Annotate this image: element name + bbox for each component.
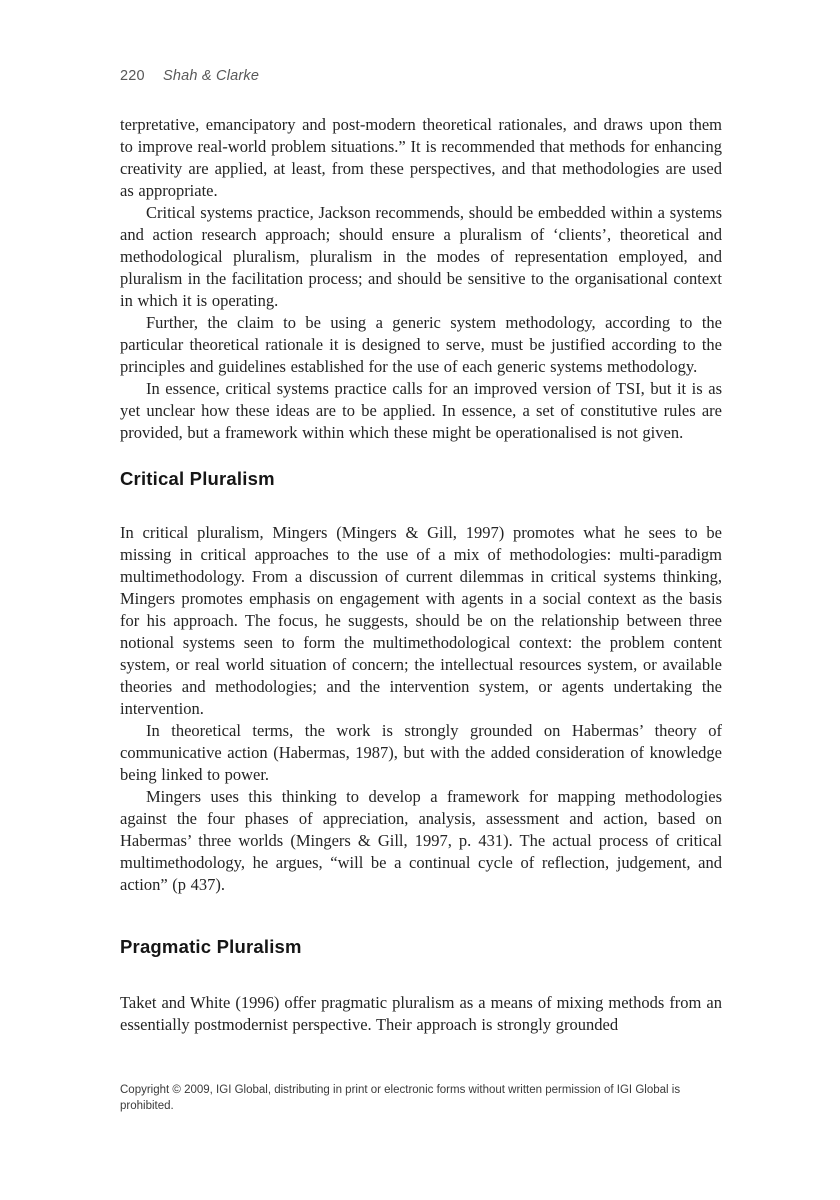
paragraph-further-claim: Further, the claim to be using a generic system methodology, according to the particular theoretical rationale it is designed to serve, must be justified according to the principles and guidelines established for the use of each generic systems methodology. <box>120 313 722 376</box>
paragraph-critical-pluralism-intro: In critical pluralism, Mingers (Mingers & Gill, 1997) promotes what he sees to be missing in critical approaches to the use of a mix of methodologies: multi-paradigm multimethodology. From a discussion of current dilemmas in critical systems thinking, Mingers promotes emphasis on engagement with agents in a social context as the basis for his approach. The focus, he suggests, should be on the relationship between three notional systems seen to form the multimethodological context: the problem content system, or real world situation of concern; the intellectual resources system, or available theories and methodologies; and the intervention system, or agents undertaking the intervention. <box>120 523 722 718</box>
section-heading-critical-pluralism: Critical Pluralism <box>120 468 275 489</box>
page-header <box>120 68 722 84</box>
paragraph-theoretical-terms: In theoretical terms, the work is strongly grounded on Habermas’ theory of communicative action (Habermas, 1987), but with the added consideration of knowledge being linked to power. <box>120 721 722 784</box>
paragraph-mingers-framework: Mingers uses this thinking to develop a framework for mapping methodologies against the four phases of appreciation, analysis, assessment and action, based on Habermas’ three worlds (Mingers & Gill, 1997, p. 431). The actual process of critical multimethodology, he argues, “will be a continual cycle of reflection, judgement, and action” (p 437). <box>120 787 722 894</box>
section-heading-pragmatic-pluralism: Pragmatic Pluralism <box>120 936 302 957</box>
page-number: 220 <box>120 68 145 84</box>
paragraph-in-essence: In essence, critical systems practice calls for an improved version of TSI, but it is as yet unclear how these ideas are to be applied. In essence, a set of constitutive rules are provided, but a framework within which these might be operationalised is not given. <box>120 379 722 442</box>
paragraph-terpretative: terpretative, emancipatory and post-modern theoretical rationales, and draws upon them to improve real-world problem situations.” It is recommended that methods for enhancing creativity are applied, at least, from these perspectives, and that methodologies are used as appropriate. <box>120 115 722 200</box>
paragraph-critical-systems-practice: Critical systems practice, Jackson recommends, should be embedded within a systems and action research approach; should ensure a pluralism of ‘clients’, theoretical and methodological pluralism, pluralism in the modes of representation employed, and pluralism in the facilitation process; and should be sensitive to the organisational context in which it is operating. <box>120 203 722 310</box>
page-body <box>120 114 722 1036</box>
running-authors: Shah & Clarke <box>163 68 260 84</box>
copyright-notice: Copyright © 2009, IGI Global, distributing in print or electronic forms without written permission of IGI Global is prohibited. <box>120 1084 681 1112</box>
paragraph-pragmatic-pluralism-intro: Taket and White (1996) offer pragmatic pluralism as a means of mixing methods from an essentially postmodernist perspective. Their approach is strongly grounded <box>120 993 722 1034</box>
